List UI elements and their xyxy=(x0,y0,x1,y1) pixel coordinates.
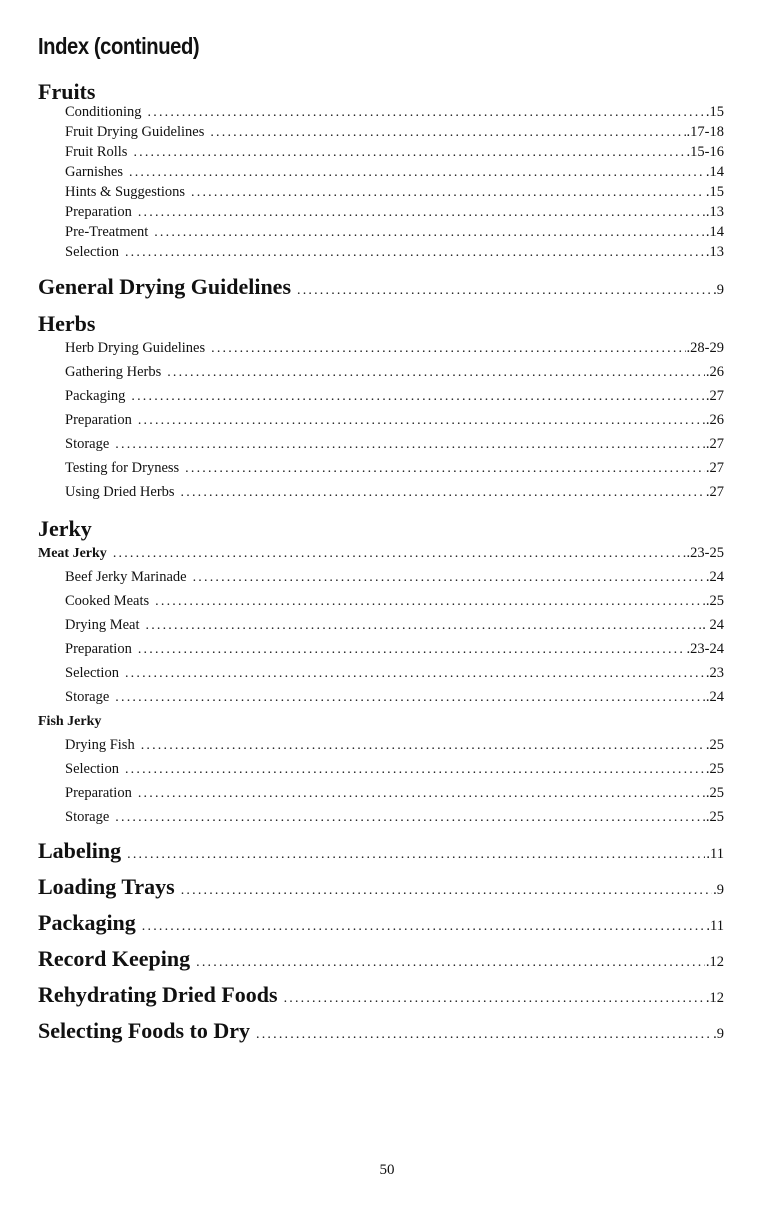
index-topic-packaging: Packaging ..... .11 xyxy=(38,910,724,936)
index-entry: Preparation ..... .23-24 xyxy=(65,641,724,658)
index-entry: Preparation ..... .25 xyxy=(65,785,724,802)
index-entry: Gathering Herbs ..... .26 xyxy=(65,364,724,381)
index-entry: Fruit Rolls ..... .15-16 xyxy=(65,144,724,161)
index-entry: Preparation ..... .13 xyxy=(65,204,724,221)
index-entry: Pre-Treatment ..... .14 xyxy=(65,224,724,241)
index-entry: Storage ..... .25 xyxy=(65,809,724,826)
index-entry: Selection ..... .25 xyxy=(65,761,724,778)
index-entry: Drying Meat ..... . 24 xyxy=(65,617,724,634)
index-topic-loading-trays: Loading Trays ..... .9 xyxy=(38,874,724,900)
index-entry: Storage ..... .24 xyxy=(65,689,724,706)
index-topic-labeling: Labeling ..... .11 xyxy=(38,838,724,864)
index-entry: Conditioning ..... .15 xyxy=(65,104,724,121)
index-subtopic-meat-jerky: Meat Jerky ..... .23-25 xyxy=(38,545,724,562)
section-heading-jerky: Jerky xyxy=(38,516,92,541)
index-topic-rehydrating: Rehydrating Dried Foods ..... .12 xyxy=(38,982,724,1008)
index-entry: Testing for Dryness ..... .27 xyxy=(65,460,724,477)
index-topic-selecting-foods: Selecting Foods to Dry ..... .9 xyxy=(38,1018,724,1044)
index-subtopic-fish-jerky: Fish Jerky xyxy=(38,714,102,729)
index-entry: Using Dried Herbs ..... .27 xyxy=(65,484,724,501)
index-entry: Selection ..... .23 xyxy=(65,665,724,682)
index-entry: Selection ..... .13 xyxy=(65,244,724,261)
index-entry: Beef Jerky Marinade ..... .24 xyxy=(65,569,724,586)
index-entry: Drying Fish ..... .25 xyxy=(65,737,724,754)
index-entry: Preparation ..... .26 xyxy=(65,412,724,429)
section-heading-fruits: Fruits xyxy=(38,79,96,104)
page-title: Index (continued) xyxy=(38,33,200,59)
index-topic-general-drying: General Drying Guidelines ..... .9 xyxy=(38,274,724,300)
index-topic-record-keeping: Record Keeping ..... .12 xyxy=(38,946,724,972)
index-entry: Herb Drying Guidelines ..... .28-29 xyxy=(65,340,724,357)
index-entry: Cooked Meats ..... .25 xyxy=(65,593,724,610)
index-entry: Fruit Drying Guidelines ..... .17-18 xyxy=(65,124,724,141)
index-entry: Packaging ..... .27 xyxy=(65,388,724,405)
index-entry: Garnishes ..... .14 xyxy=(65,164,724,181)
index-entry: Hints & Suggestions ..... .15 xyxy=(65,184,724,201)
index-entry: Storage ..... .27 xyxy=(65,436,724,453)
page-number: 50 xyxy=(379,1162,395,1178)
section-heading-herbs: Herbs xyxy=(38,311,96,336)
